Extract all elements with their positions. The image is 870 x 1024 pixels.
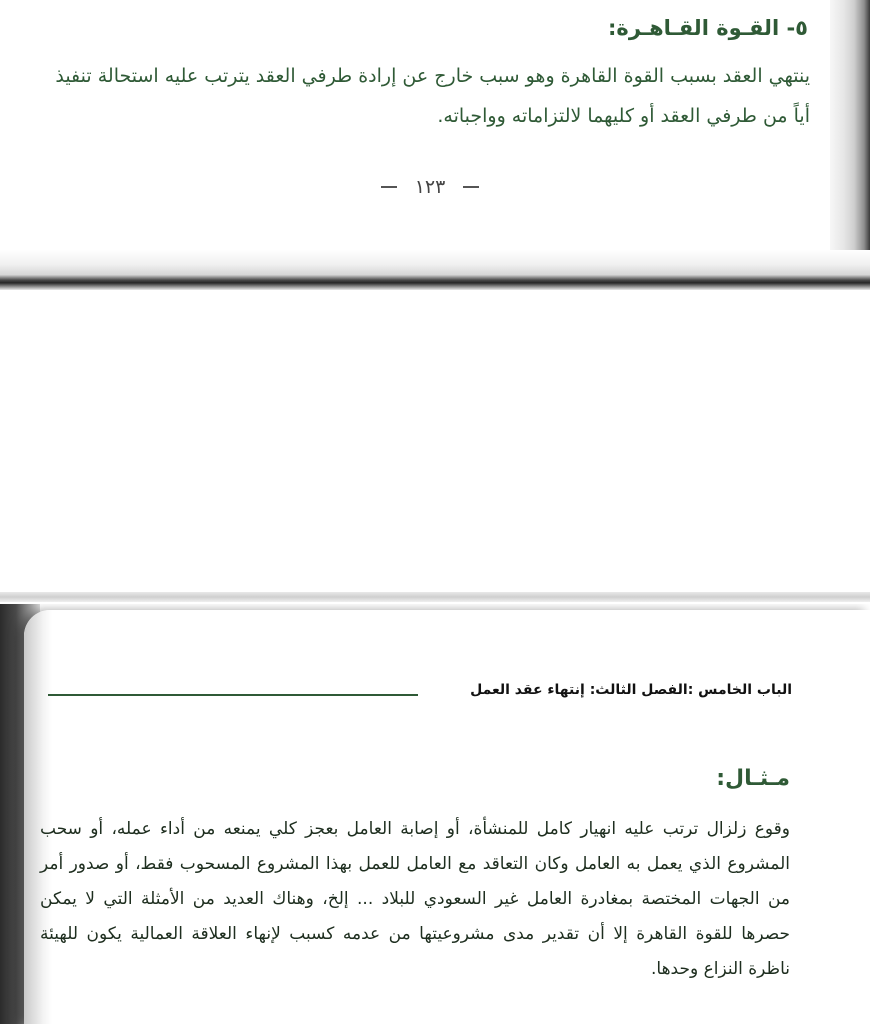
section-heading: ٥- القـوة القـاهـرة: <box>608 16 808 40</box>
page-bottom-edge-shadow <box>0 250 870 290</box>
book-binding-shadow <box>830 0 870 262</box>
bottom-page-scan <box>0 604 870 1024</box>
header-rule <box>48 694 418 696</box>
page-number-dash-left <box>381 186 397 188</box>
blank-separator-area <box>0 290 870 590</box>
page-number-value: ١٢٣ <box>414 176 446 198</box>
page-number-dash-right <box>463 186 479 188</box>
section-paragraph: ينتهي العقد بسبب القوة القاهرة وهو سبب خارج عن إرادة طرفي العقد يترتب عليه استحالة تنفيذ أياً من طرفي العقد أو كليهما لالتزاماته وواجباته. <box>55 65 810 127</box>
example-paragraph: وقوع زلزال ترتب عليه انهيار كامل للمنشأة، أو إصابة العامل بعجز كلي يمنعه من أداء عمله، أو سحب المشروع الذي يعمل به العامل وكان التعاقد مع العامل للعمل بهذا المشروع المسحوب فقط، أو صدور أمر من الجهات المختصة بمغادرة العامل غير السعودي للبلاد ... إلخ، وهناك العديد من الأمثلة التي لا يمكن حصرها للقوة القاهرة إلا أن تقدير مدى مشروعيتها من عدمه كسبب لإنهاء العلاقة العمالية يكون للهيئة ناظرة النزاع وحدها. <box>40 819 790 979</box>
separator-line <box>0 592 870 602</box>
top-page-scan <box>0 0 870 290</box>
example-heading: مـثـال: <box>716 766 790 791</box>
page-number <box>370 176 490 198</box>
running-header: الباب الخامس :الفصل الثالث: إنتهاء عقد العمل <box>470 682 792 698</box>
